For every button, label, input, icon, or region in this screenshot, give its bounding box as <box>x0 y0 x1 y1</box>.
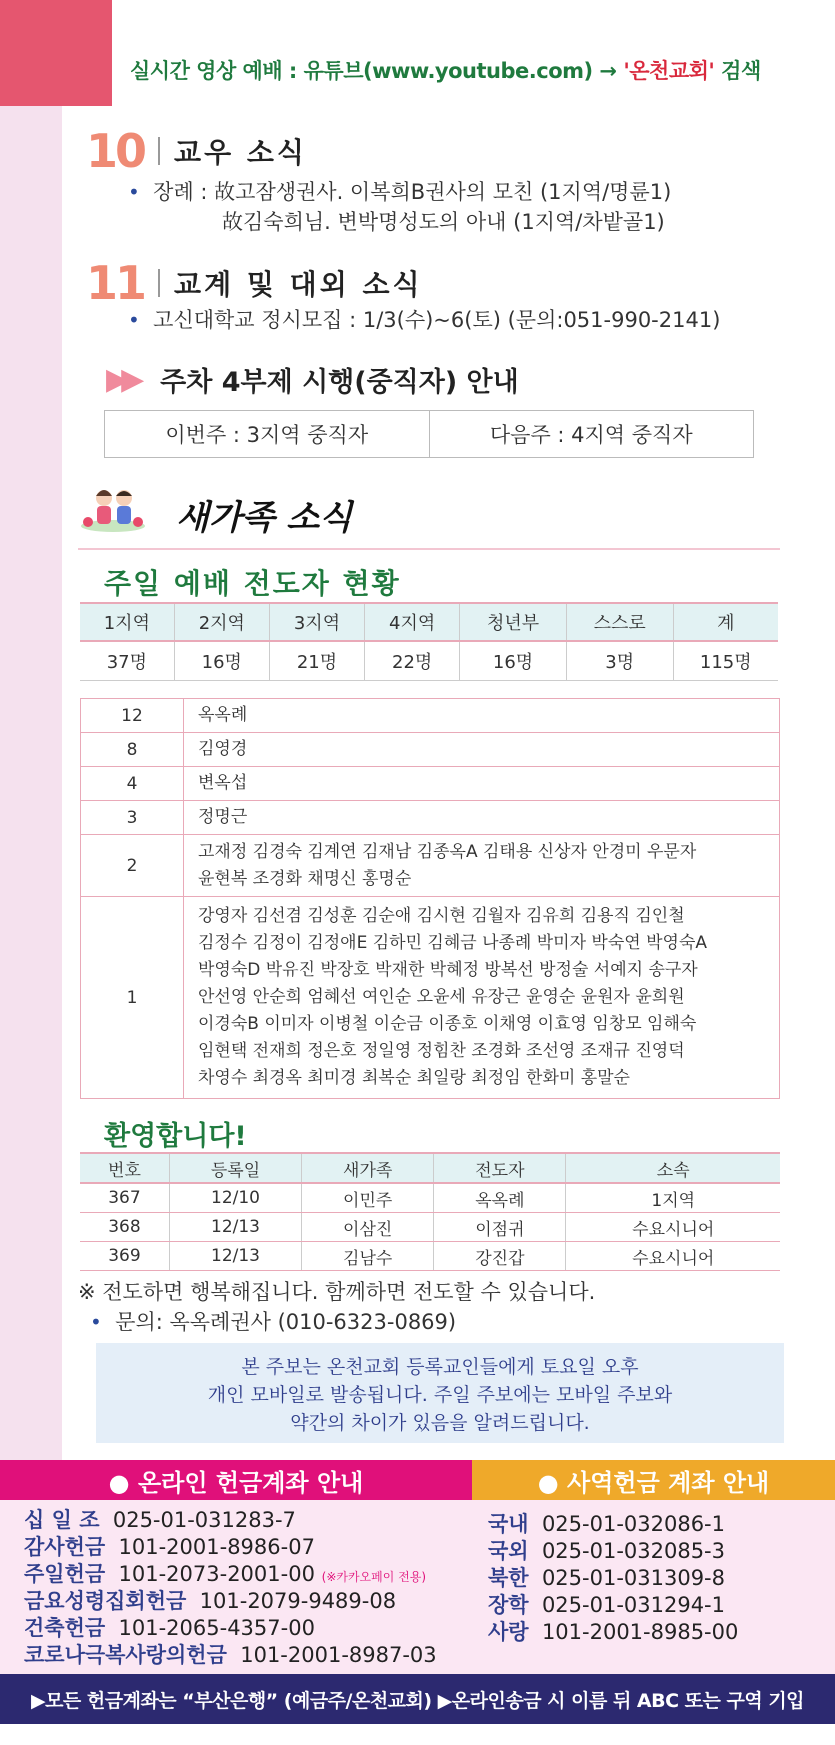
count-cell: 4 <box>81 767 184 801</box>
table-header-cell: 청년부 <box>460 603 567 641</box>
kosin-text: 고신대학교 정시모집 : 1/3(수)~6(토) (문의:051-990-2141) <box>153 308 721 332</box>
count-cell: 8 <box>81 733 184 767</box>
table-cell: 369 <box>80 1242 169 1271</box>
account-label: 사랑 <box>488 1620 529 1644</box>
account-label: 장학 <box>488 1593 529 1617</box>
left-decor-band <box>0 0 62 1460</box>
section-title: 교우 소식 <box>174 136 307 169</box>
account-label: 십 일 조 <box>24 1508 100 1532</box>
table-cell: 1지역 <box>566 1183 780 1213</box>
table-header-row <box>80 603 778 641</box>
table-cell: 수요시니어 <box>566 1242 780 1271</box>
account-label: 국내 <box>488 1512 529 1536</box>
table-cell: 12/13 <box>169 1242 301 1271</box>
table-cell: 3명 <box>566 641 673 681</box>
count-cell: 1 <box>81 897 184 1099</box>
divider <box>158 137 160 165</box>
count-cell: 2 <box>81 835 184 897</box>
table-row <box>81 699 780 733</box>
table-cell: 이민주 <box>302 1183 434 1213</box>
bullet-icon: • <box>128 180 140 204</box>
table-cell: 옥옥례 <box>434 1183 566 1213</box>
account-row <box>24 1504 437 1531</box>
names-line: 김정수 김정이 김정애E 김하민 김혜금 나종례 박미자 박숙연 박영숙A <box>198 933 707 953</box>
table-header-cell: 번호 <box>80 1153 169 1183</box>
section-title: 교계 및 대외 소식 <box>174 268 423 301</box>
account-label: 주일헌금 <box>24 1562 106 1586</box>
names-line: 이경숙B 이미자 이병철 이순금 이종호 이채영 이효영 임창모 임해숙 <box>198 1014 697 1034</box>
names-cell: 김영경 <box>184 733 780 767</box>
table-cell: 37명 <box>80 641 174 681</box>
account-row <box>488 1535 738 1562</box>
table-header-cell: 스스로 <box>566 603 673 641</box>
kosin-line <box>128 304 720 334</box>
banner-text: 실시간 영상 예배 : 유튜브(www.youtube.com) → <box>130 59 624 83</box>
parking-next-week: 다음주 : 4지역 중직자 <box>489 423 693 447</box>
names-line: 임현택 전재희 정은호 정일영 정힘찬 조경화 조선영 조재규 진영덕 <box>198 1041 685 1061</box>
ministry-offering-header: ● 사역헌금 계좌 안내 <box>472 1460 835 1500</box>
table-row <box>80 641 778 681</box>
table-header-cell: 등록일 <box>169 1153 301 1183</box>
table-row <box>80 1183 780 1213</box>
live-stream-banner <box>130 55 761 85</box>
table-cell: 16명 <box>460 641 567 681</box>
mobile-notice-box <box>96 1343 784 1443</box>
count-cell: 12 <box>81 699 184 733</box>
account-row <box>24 1585 437 1612</box>
names-cell <box>184 897 780 1099</box>
parking-title: 주차 4부제 시행(중직자) 안내 <box>160 367 519 398</box>
table-row <box>81 767 780 801</box>
table-row <box>81 801 780 835</box>
table-row <box>81 835 780 897</box>
section-10-header <box>86 124 307 178</box>
account-number: 101-2073-2001-00 <box>118 1562 315 1586</box>
banner-highlight: '온천교회' <box>623 59 715 83</box>
names-line: 윤현복 조경화 채명신 홍명순 <box>198 868 412 889</box>
welcome-title: 환영합니다! <box>104 1121 247 1152</box>
table-cell: 115명 <box>673 641 778 681</box>
funeral-line-2 <box>222 206 665 236</box>
table-cell: 22명 <box>365 641 460 681</box>
account-label: 북한 <box>488 1566 529 1590</box>
account-row <box>24 1558 437 1585</box>
count-cell: 3 <box>81 801 184 835</box>
table-cell: 21명 <box>269 641 364 681</box>
couple-icon <box>78 484 148 534</box>
account-number: 025-01-031294-1 <box>541 1593 726 1617</box>
names-line: 차영수 최경옥 최미경 최복순 최일랑 최정임 한화미 홍말순 <box>198 1068 630 1088</box>
table-cell: 강진갑 <box>434 1242 566 1271</box>
funeral-line-1 <box>128 176 671 206</box>
table-row <box>81 897 780 1099</box>
double-arrow-icon: ▶▶ <box>106 362 137 397</box>
table-cell: 이삼진 <box>302 1213 434 1242</box>
notice-line: 약간의 차이가 있음을 알려드립니다. <box>290 1412 590 1434</box>
names-cell <box>184 835 780 897</box>
funeral-text-1: 장례 : 故고잠생권사. 이복희B권사의 모친 (1지역/명륜1) <box>153 180 672 204</box>
online-accounts-list <box>24 1504 437 1666</box>
kakaopay-note: (※카카오페이 전용) <box>321 1570 427 1584</box>
bullet-icon: • <box>90 1310 102 1334</box>
divider <box>158 269 160 297</box>
divider <box>78 548 780 550</box>
account-row <box>488 1616 738 1643</box>
account-label: 감사헌금 <box>24 1535 106 1559</box>
account-row <box>488 1508 738 1535</box>
table-cell: 수요시니어 <box>566 1213 780 1242</box>
parking-header <box>106 360 519 399</box>
table-row <box>80 1213 780 1242</box>
table-header-cell: 2지역 <box>174 603 269 641</box>
account-row <box>24 1531 437 1558</box>
account-number: 101-2001-8985-00 <box>541 1620 739 1644</box>
table-header-cell: 4지역 <box>365 603 460 641</box>
names-line: 고재정 김경숙 김계연 김재남 김종옥A 김태용 신상자 안경미 우문자 <box>198 841 697 862</box>
names-line: 안선영 안순희 엄혜선 여인순 오윤세 유장근 윤영순 윤원자 윤희원 <box>198 987 685 1007</box>
account-number: 025-01-032085-3 <box>541 1539 726 1563</box>
account-number: 025-01-032086-1 <box>541 1512 726 1536</box>
table-row <box>80 1242 780 1271</box>
table-header-cell: 1지역 <box>80 603 174 641</box>
ministry-accounts-list <box>488 1508 738 1643</box>
contact-text: 문의: 옥옥례권사 (010-6323-0869) <box>115 1310 457 1334</box>
table-cell: 이점귀 <box>434 1213 566 1242</box>
table-header-cell: 소속 <box>566 1153 780 1183</box>
account-number: 101-2079-9489-08 <box>199 1589 397 1613</box>
account-row <box>488 1589 738 1616</box>
table-header-cell: 전도자 <box>434 1153 566 1183</box>
banner-suffix: 검색 <box>714 59 761 83</box>
parking-this-week: 이번주 : 3지역 중직자 <box>105 411 430 457</box>
account-number: 025-01-031309-8 <box>541 1566 726 1590</box>
evangelist-names-table <box>80 698 780 1099</box>
bank-footer-bar: ▶모든 헌금계좌는 “부산은행” (예금주/온천교회) ▶온라인송금 시 이름 뒤 ABC 또는 구역 기입 <box>0 1674 835 1724</box>
account-row <box>24 1612 437 1639</box>
account-label: 국외 <box>488 1539 529 1563</box>
table-row <box>81 733 780 767</box>
table-cell: 12/13 <box>169 1213 301 1242</box>
account-row <box>488 1562 738 1589</box>
parking-table <box>104 410 754 458</box>
table-header-row <box>80 1153 780 1183</box>
evangelism-title: 주일 예배 전도자 현황 <box>104 567 401 600</box>
notice-line: 본 주보는 온천교회 등록교인들에게 토요일 오후 <box>241 1356 639 1378</box>
account-number: 101-2065-4357-00 <box>118 1616 315 1640</box>
section-number: 11 <box>86 256 145 310</box>
account-number: 101-2001-8986-07 <box>118 1535 315 1559</box>
account-row <box>24 1639 437 1666</box>
contact-line <box>90 1306 456 1336</box>
section-number: 10 <box>86 124 145 178</box>
funeral-text-2: 故김숙희님. 변박명성도의 아내 (1지역/차밭골1) <box>222 210 665 234</box>
account-label: 코로나극복사랑의헌금 <box>24 1643 227 1667</box>
bullet-icon: • <box>128 308 140 332</box>
welcome-table <box>80 1152 780 1271</box>
table-header-cell: 계 <box>673 603 778 641</box>
account-number: 101-2001-8987-03 <box>240 1643 437 1667</box>
table-cell: 368 <box>80 1213 169 1242</box>
names-cell: 변옥섭 <box>184 767 780 801</box>
names-cell: 정명근 <box>184 801 780 835</box>
names-line: 강영자 김선겸 김성훈 김순애 김시현 김월자 김유희 김용직 김인철 <box>198 906 685 926</box>
table-cell: 김남수 <box>302 1242 434 1271</box>
names-line: 박영숙D 박유진 박장호 박재한 박혜정 방복선 방정술 서예지 송구자 <box>198 960 698 980</box>
table-cell: 12/10 <box>169 1183 301 1213</box>
corner-accent <box>0 0 112 106</box>
account-label: 건축헌금 <box>24 1616 106 1640</box>
evangelism-summary-table <box>80 602 778 681</box>
table-header-cell: 3지역 <box>269 603 364 641</box>
evangelism-note: ※ 전도하면 행복해집니다. 함께하면 전도할 수 있습니다. <box>78 1280 596 1304</box>
table-cell: 367 <box>80 1183 169 1213</box>
table-cell: 16명 <box>174 641 269 681</box>
online-offering-header: ● 온라인 헌금계좌 안내 <box>0 1460 472 1500</box>
section-11-header <box>86 256 423 310</box>
table-header-cell: 새가족 <box>302 1153 434 1183</box>
account-number: 025-01-031283-7 <box>112 1508 296 1532</box>
newfamily-title: 새가족 소식 <box>176 498 353 538</box>
account-label: 금요성령집회헌금 <box>24 1589 187 1613</box>
notice-line: 개인 모바일로 발송됩니다. 주일 주보에는 모바일 주보와 <box>207 1384 673 1406</box>
names-cell: 옥옥례 <box>184 699 780 733</box>
